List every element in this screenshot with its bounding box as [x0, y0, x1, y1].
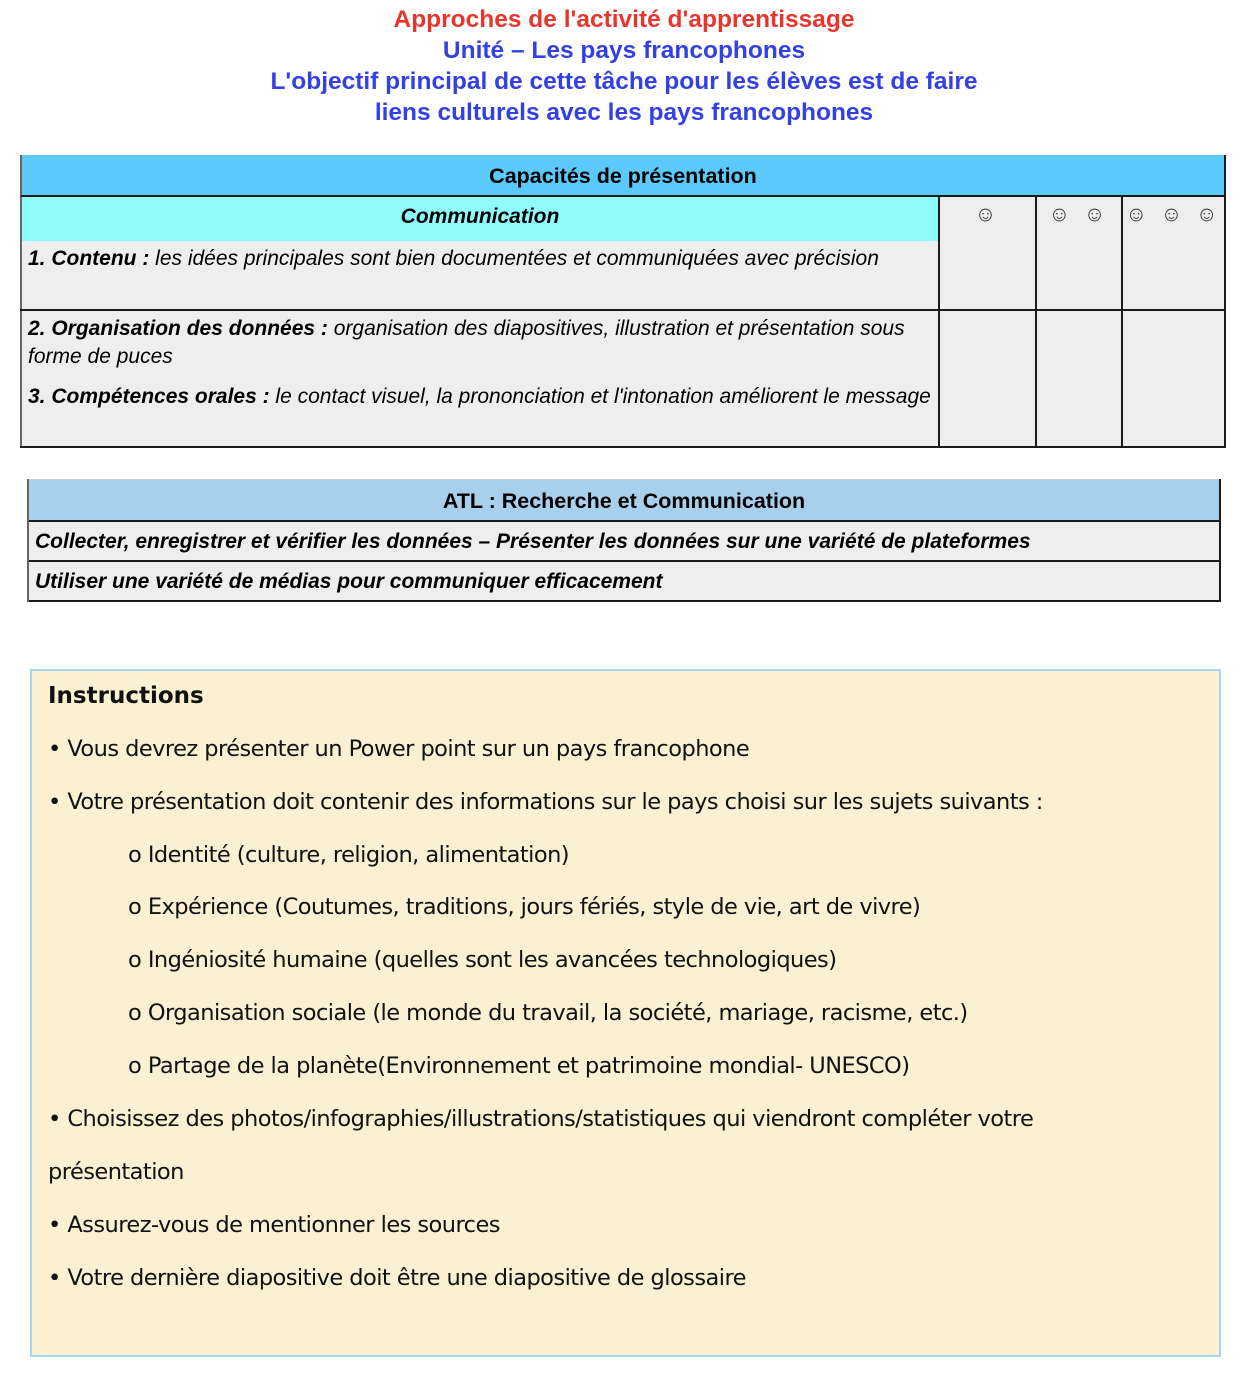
score-cell[interactable]: [1037, 379, 1123, 446]
instruction-subitem: o Identité (culture, religion, alimentation): [128, 842, 570, 868]
instruction-subitem: o Expérience (Coutumes, traditions, jours fériés, style de vie, art de vivre): [128, 894, 921, 920]
rubric-subheader-row: [20, 197, 1226, 241]
score-cell[interactable]: [1123, 311, 1224, 379]
criterion-cell: [20, 241, 940, 309]
atl-table: [27, 479, 1221, 602]
instruction-bullet: • Choisissez des photos/infographies/illustrations/statistiques qui viendront compléter votre: [48, 1106, 1034, 1132]
rubric-title: Capacités de présentation: [20, 155, 1226, 197]
criterion-description: le contact visuel, la prononciation et l'intonation améliorent le message: [269, 385, 931, 408]
score-header-2-smiley-icon: ☺ ☺: [1037, 197, 1123, 241]
instruction-bullet: • Assurez-vous de mentionner les sources: [48, 1212, 500, 1238]
score-cell[interactable]: [1037, 311, 1123, 379]
table-row: [20, 311, 1226, 379]
criterion-cell: [20, 311, 940, 379]
rubric-subheader: Communication: [20, 197, 940, 241]
instruction-subitem: o Organisation sociale (le monde du travail, la société, mariage, racisme, etc.): [128, 1000, 968, 1026]
objective-line-1: L'objectif principal de cette tâche pour les élèves est de faire: [270, 68, 978, 95]
rubric-table: [20, 155, 1226, 448]
score-cell[interactable]: [940, 311, 1037, 379]
objective-line-2: liens culturels avec les pays francophones: [374, 99, 874, 126]
score-cell[interactable]: [1123, 241, 1224, 309]
instruction-bullet: • Votre présentation doit contenir des informations sur le pays choisi sur les sujets suivants :: [48, 789, 1043, 815]
instruction-bullet: • Votre dernière diapositive doit être une diapositive de glossaire: [48, 1265, 746, 1291]
instruction-bullet: • Vous devrez présenter un Power point sur un pays francophone: [48, 736, 750, 762]
instruction-bullet-continuation: présentation: [48, 1159, 184, 1185]
criterion-label: 1. Contenu :: [28, 247, 150, 270]
criterion-label: 2. Organisation des données :: [28, 317, 328, 340]
atl-title: ATL : Recherche et Communication: [29, 479, 1219, 522]
score-cell[interactable]: [1037, 241, 1123, 309]
score-header-3-smiley-icon: ☺ ☺ ☺: [1123, 197, 1224, 241]
instructions-box: [30, 669, 1221, 1357]
atl-item: Collecter, enregistrer et vérifier les données – Présenter les données sur une variété de plateformes: [29, 522, 1219, 562]
instruction-subitem: o Ingéniosité humaine (quelles sont les avancées technologiques): [128, 947, 837, 973]
document-header: [0, 4, 1248, 128]
score-cell[interactable]: [1123, 379, 1224, 446]
atl-item: Utiliser une variété de médias pour communiquer efficacement: [29, 562, 1219, 602]
document-title: Approches de l'activité d'apprentissage: [393, 6, 855, 33]
score-header-1-smiley-icon: ☺: [940, 197, 1037, 241]
criterion-description: organisation des diapositives, illustration et présentation sous forme de puces: [28, 317, 905, 368]
criterion-description: les idées principales sont bien documentées et communiquées avec précision: [149, 247, 879, 270]
instruction-subitem: o Partage de la planète(Environnement et patrimoine mondial- UNESCO): [128, 1053, 910, 1079]
criterion-label: 3. Compétences orales :: [28, 385, 270, 408]
criterion-cell: [20, 379, 940, 446]
score-cell[interactable]: [940, 241, 1037, 309]
score-cell[interactable]: [940, 379, 1037, 446]
unit-title: Unité – Les pays francophones: [442, 37, 806, 64]
table-row: [20, 241, 1226, 311]
instructions-title: Instructions: [48, 683, 204, 709]
table-row: [20, 379, 1226, 448]
